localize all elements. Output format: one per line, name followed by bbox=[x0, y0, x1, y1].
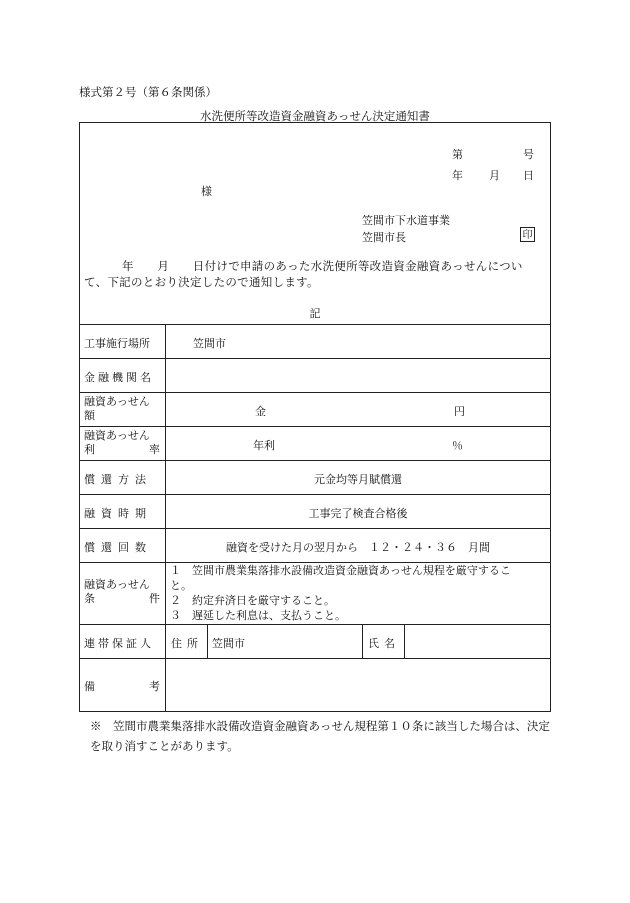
conditions-label-line-1: 融資あっせん bbox=[84, 578, 150, 591]
form-number: 様式第２号（第６条関係） bbox=[79, 85, 217, 99]
column-divider bbox=[404, 624, 405, 658]
ki-heading: 記 bbox=[309, 307, 321, 320]
amount-unit: 円 bbox=[454, 405, 465, 418]
seal-mark: 印 bbox=[520, 227, 535, 242]
number-suffix: 号 bbox=[523, 148, 534, 161]
loan-time-value: 工事完了検査合格後 bbox=[308, 507, 408, 520]
rate-label-line-1: 融資あっせん bbox=[84, 429, 150, 442]
name-label: 氏名 bbox=[368, 637, 400, 650]
rate-unit: ％ bbox=[452, 439, 463, 452]
number-prefix: 第 bbox=[452, 148, 463, 161]
guarantor-label: 連帯保証人 bbox=[84, 637, 154, 650]
repay-method-value: 元金均等月賦償還 bbox=[314, 473, 402, 486]
amount-label-line-1: 融資あっせん bbox=[84, 395, 150, 408]
condition-1: １ 笠間市農業集落排水設備改造資金融資あっせん規程を厳守するこ bbox=[170, 564, 511, 577]
condition-2: ２ 約定弁済日を厳守すること。 bbox=[170, 594, 335, 607]
rate-prefix: 年利 bbox=[253, 439, 275, 452]
rule bbox=[79, 624, 551, 625]
repay-count-value: 融資を受けた月の翌月から １２・２４・３６ 月間 bbox=[226, 541, 490, 554]
amount-label-line-2: 額 bbox=[84, 409, 95, 422]
footnote: ※ 笠間市農業集落排水設備改造資金融資あっせん規程第１０条に該当した場合は、決定を取り消すことがあります。 bbox=[90, 719, 550, 753]
amount-label bbox=[84, 395, 160, 423]
condition-1-continued: と。 bbox=[170, 579, 192, 592]
issuer-org: 笠間市下水道事業 bbox=[362, 214, 450, 227]
column-divider bbox=[362, 624, 363, 658]
loan-time-label: 融資時期 bbox=[84, 507, 152, 520]
rule bbox=[79, 658, 551, 659]
rule bbox=[79, 392, 551, 393]
bank-label: 金融機関名 bbox=[84, 371, 154, 384]
rule bbox=[79, 358, 551, 359]
rate-label bbox=[84, 429, 160, 457]
rule bbox=[79, 426, 551, 427]
address-value: 笠間市 bbox=[212, 637, 245, 650]
conditions-label bbox=[84, 578, 160, 606]
date-day: 日 bbox=[523, 169, 534, 182]
rule bbox=[79, 324, 551, 325]
date-month: 月 bbox=[489, 169, 500, 182]
repay-count-label: 償還回数 bbox=[84, 541, 152, 554]
issuer-title: 笠間市長 bbox=[362, 231, 406, 244]
rule bbox=[79, 494, 551, 495]
date-year: 年 bbox=[452, 169, 463, 182]
rule bbox=[79, 528, 551, 529]
document-title: 水洗便所等改造資金融資あっせん決定通知書 bbox=[200, 109, 430, 123]
rule bbox=[79, 460, 551, 461]
address-label: 住所 bbox=[171, 637, 203, 650]
site-value: 笠間市 bbox=[193, 337, 226, 350]
rate-label-line-2: 利 率 bbox=[84, 443, 160, 456]
column-divider bbox=[207, 624, 208, 658]
repay-method-label: 償還方法 bbox=[84, 473, 152, 486]
remarks-label: 備 考 bbox=[84, 680, 160, 693]
conditions-label-line-2: 条 件 bbox=[84, 592, 160, 605]
site-label: 工事施行場所 bbox=[84, 337, 150, 350]
addressee-suffix: 様 bbox=[201, 185, 212, 198]
condition-3: ３ 遅延した利息は、支払うこと。 bbox=[170, 609, 346, 622]
notice-body: 年 月 日付けで申請のあった水洗便所等改造資金融資あっせんについて、下記のとおり決定したので通知します。 bbox=[84, 259, 523, 289]
amount-prefix: 金 bbox=[255, 405, 266, 418]
